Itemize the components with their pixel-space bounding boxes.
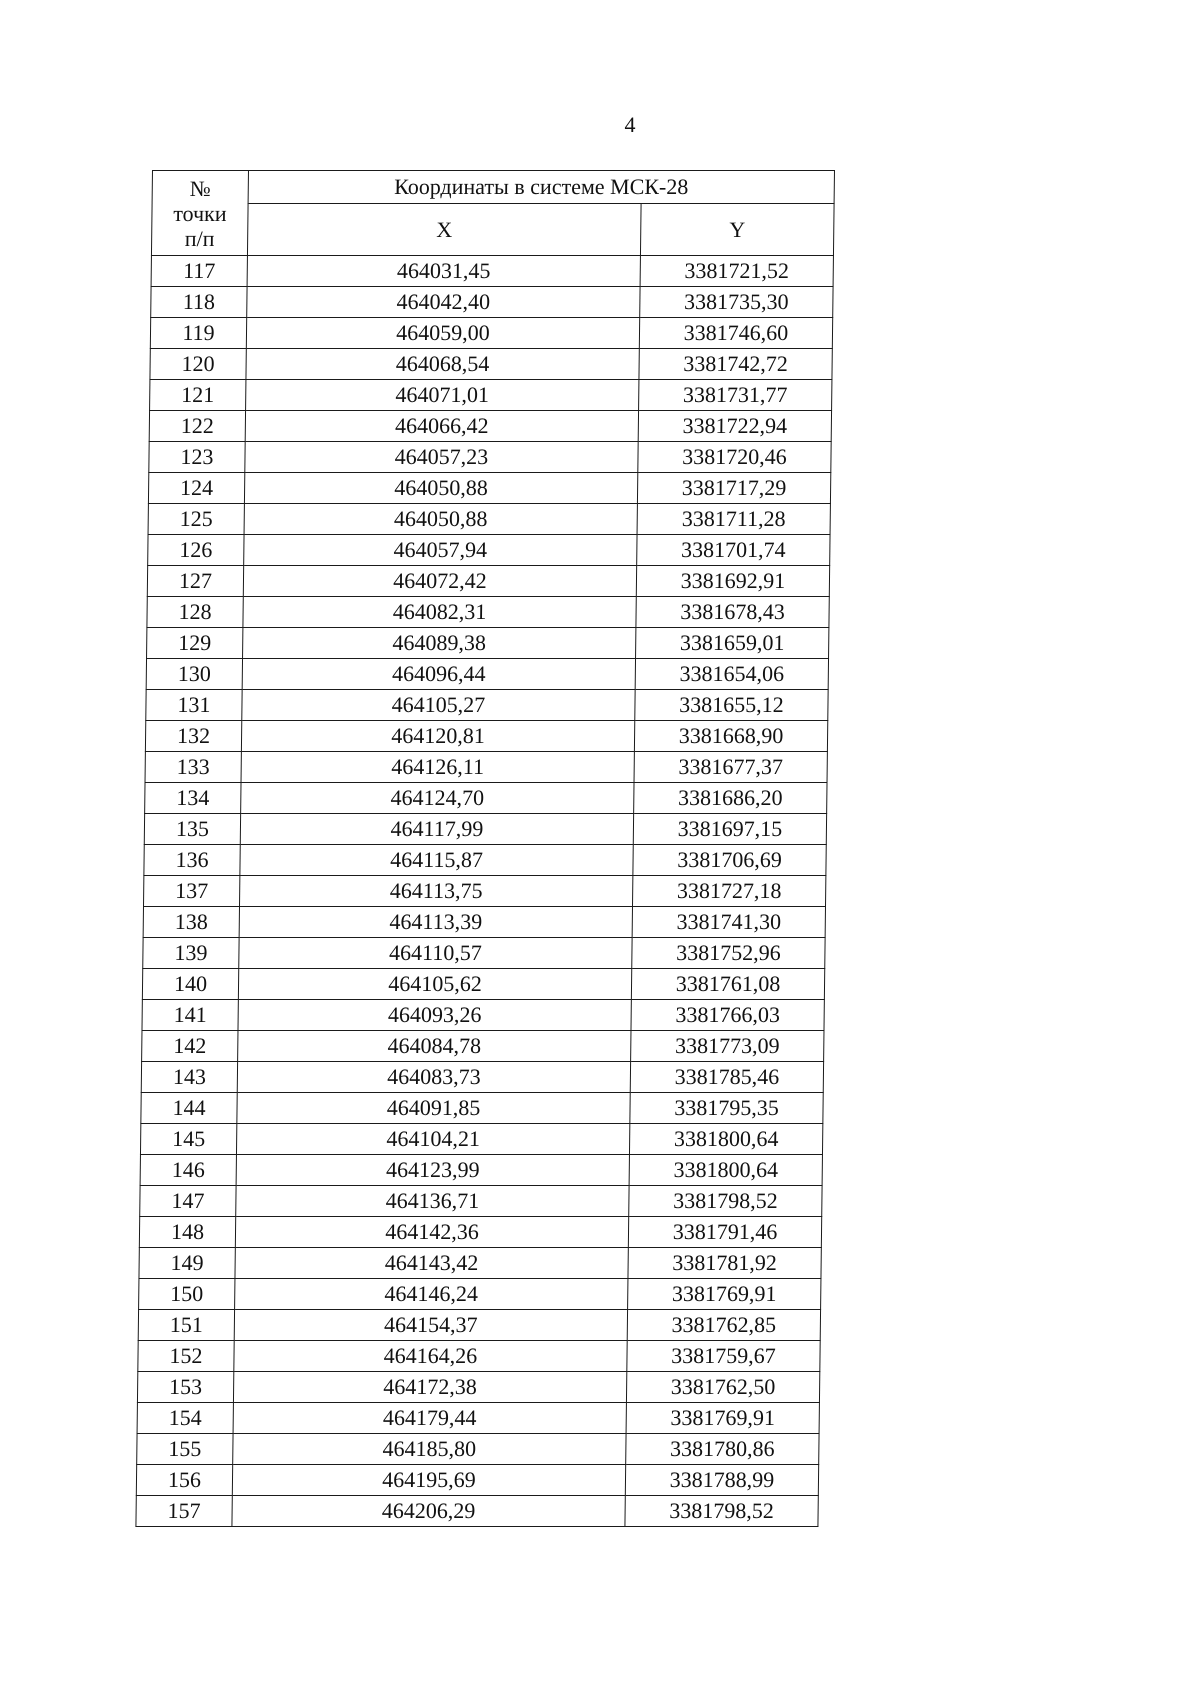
table-row	[148, 473, 830, 504]
x-coordinate-cell: 464143,42	[235, 1248, 628, 1279]
x-coordinate-cell: 464050,88	[244, 473, 637, 504]
x-coordinate-cell: 464115,87	[240, 845, 633, 876]
table-row	[140, 1186, 822, 1217]
x-coordinate-cell: 464105,27	[242, 690, 635, 721]
y-coordinate-cell: 3381798,52	[625, 1496, 818, 1527]
point-number-cell: 150	[139, 1279, 235, 1310]
point-number-cell: 126	[148, 535, 244, 566]
y-coordinate-cell: 3381686,20	[634, 783, 827, 814]
table-row	[148, 504, 830, 535]
x-coordinate-cell: 464066,42	[245, 411, 638, 442]
y-coordinate-cell: 3381735,30	[640, 287, 833, 318]
y-coordinate-cell: 3381773,09	[631, 1031, 824, 1062]
point-number-cell: 117	[151, 256, 247, 287]
point-number-cell: 118	[151, 287, 247, 318]
table-row	[137, 1372, 819, 1403]
point-number-header-line: точки	[173, 200, 227, 226]
point-number-cell: 153	[137, 1372, 233, 1403]
point-number-cell: 145	[140, 1124, 236, 1155]
table-row	[142, 1000, 824, 1031]
point-number-cell: 140	[142, 969, 238, 1000]
table-row	[142, 969, 824, 1000]
table-row	[139, 1248, 821, 1279]
table-row	[146, 690, 828, 721]
y-coordinate-cell: 3381780,86	[626, 1434, 819, 1465]
y-coordinate-cell: 3381761,08	[631, 969, 824, 1000]
y-coordinate-cell: 3381655,12	[635, 690, 828, 721]
table-row	[145, 783, 827, 814]
point-number-cell: 156	[136, 1465, 232, 1496]
x-coordinate-cell: 464083,73	[237, 1062, 630, 1093]
table-row	[150, 380, 832, 411]
x-coordinate-cell: 464120,81	[241, 721, 634, 752]
y-coordinate-cell: 3381800,64	[629, 1155, 822, 1186]
point-number-cell: 136	[144, 845, 240, 876]
x-coordinate-cell: 464113,75	[240, 876, 633, 907]
table-row	[146, 659, 828, 690]
table-row	[136, 1465, 818, 1496]
table-row	[139, 1279, 821, 1310]
x-coordinate-cell: 464164,26	[234, 1341, 627, 1372]
x-coordinate-cell: 464124,70	[241, 783, 634, 814]
y-coordinate-cell: 3381762,50	[626, 1372, 819, 1403]
point-number-cell: 157	[136, 1496, 232, 1527]
x-coordinate-cell: 464084,78	[238, 1031, 631, 1062]
point-number-cell: 120	[150, 349, 246, 380]
table-row	[138, 1310, 820, 1341]
y-coordinate-cell: 3381766,03	[631, 1000, 824, 1031]
x-coordinate-cell: 464093,26	[238, 1000, 631, 1031]
table-row	[142, 1031, 824, 1062]
point-number-cell: 125	[148, 504, 244, 535]
point-number-cell: 124	[148, 473, 244, 504]
table-row	[147, 597, 829, 628]
y-coordinate-cell: 3381800,64	[629, 1124, 822, 1155]
x-coordinate-cell: 464072,42	[243, 566, 636, 597]
table-row	[147, 628, 829, 659]
x-coordinate-cell: 464113,39	[239, 907, 632, 938]
y-coordinate-cell: 3381785,46	[630, 1062, 823, 1093]
x-coordinate-cell: 464071,01	[246, 380, 639, 411]
x-coordinate-cell: 464110,57	[239, 938, 632, 969]
point-number-cell: 142	[142, 1031, 238, 1062]
table-row	[149, 442, 831, 473]
coordinate-system-header: Координаты в системе МСК-28	[248, 171, 834, 204]
x-column-header: X	[247, 204, 641, 256]
point-number-cell: 154	[137, 1403, 233, 1434]
point-number-cell: 135	[144, 814, 240, 845]
table-row	[151, 256, 833, 287]
table-row	[149, 411, 831, 442]
table-row	[144, 814, 826, 845]
point-number-header-line: п/п	[184, 225, 215, 251]
x-coordinate-cell: 464105,62	[238, 969, 631, 1000]
table-row	[136, 1496, 818, 1527]
y-coordinate-cell: 3381731,77	[639, 380, 832, 411]
x-coordinate-cell: 464185,80	[233, 1434, 626, 1465]
table-row	[143, 938, 825, 969]
table-row	[141, 1062, 823, 1093]
x-coordinate-cell: 464136,71	[236, 1186, 629, 1217]
y-coordinate-cell: 3381746,60	[639, 318, 832, 349]
y-coordinate-cell: 3381795,35	[630, 1093, 823, 1124]
point-number-cell: 130	[146, 659, 242, 690]
y-coordinate-cell: 3381692,91	[636, 566, 829, 597]
point-number-cell: 155	[137, 1434, 233, 1465]
point-number-cell: 127	[147, 566, 243, 597]
y-coordinate-cell: 3381668,90	[634, 721, 827, 752]
point-number-header	[151, 171, 248, 256]
y-coordinate-cell: 3381677,37	[634, 752, 827, 783]
x-coordinate-cell: 464057,23	[245, 442, 638, 473]
x-coordinate-cell: 464104,21	[236, 1124, 629, 1155]
point-number-cell: 132	[145, 721, 241, 752]
point-number-cell: 141	[142, 1000, 238, 1031]
point-number-cell: 139	[143, 938, 239, 969]
y-coordinate-cell: 3381721,52	[640, 256, 833, 287]
y-coordinate-cell: 3381717,29	[637, 473, 830, 504]
point-number-cell: 134	[145, 783, 241, 814]
y-coordinate-cell: 3381659,01	[636, 628, 829, 659]
x-coordinate-cell: 464031,45	[247, 256, 640, 287]
table-row	[140, 1124, 822, 1155]
point-number-cell: 121	[150, 380, 246, 411]
y-coordinate-cell: 3381697,15	[633, 814, 826, 845]
x-coordinate-cell: 464142,36	[235, 1217, 628, 1248]
page-number: 4	[624, 112, 636, 137]
x-coordinate-cell: 464179,44	[233, 1403, 626, 1434]
table-row	[138, 1341, 820, 1372]
y-coordinate-cell: 3381722,94	[638, 411, 831, 442]
y-coordinate-cell: 3381711,28	[637, 504, 830, 535]
table-row	[148, 535, 830, 566]
table-row	[151, 287, 833, 318]
point-number-cell: 149	[139, 1248, 235, 1279]
table-row	[145, 721, 827, 752]
table-row	[145, 752, 827, 783]
point-number-cell: 151	[138, 1310, 234, 1341]
x-coordinate-cell: 464172,38	[233, 1372, 626, 1403]
point-number-cell: 137	[144, 876, 240, 907]
table-row	[141, 1093, 823, 1124]
x-coordinate-cell: 464195,69	[232, 1465, 625, 1496]
point-number-cell: 143	[141, 1062, 237, 1093]
x-coordinate-cell: 464123,99	[236, 1155, 629, 1186]
point-number-cell: 131	[146, 690, 242, 721]
table-body	[136, 256, 834, 1527]
y-column-header: Y	[640, 204, 834, 256]
point-number-cell: 133	[145, 752, 241, 783]
point-number-cell: 148	[139, 1217, 235, 1248]
y-coordinate-cell: 3381769,91	[626, 1403, 819, 1434]
y-coordinate-cell: 3381720,46	[638, 442, 831, 473]
table-row	[139, 1217, 821, 1248]
y-coordinate-cell: 3381769,91	[628, 1279, 821, 1310]
x-coordinate-cell: 464057,94	[244, 535, 637, 566]
x-coordinate-cell: 464206,29	[232, 1496, 625, 1527]
x-coordinate-cell: 464042,40	[247, 287, 640, 318]
x-coordinate-cell: 464089,38	[243, 628, 636, 659]
table-row	[150, 349, 832, 380]
y-coordinate-cell: 3381701,74	[637, 535, 830, 566]
y-coordinate-cell: 3381654,06	[635, 659, 828, 690]
x-coordinate-cell: 464068,54	[246, 349, 639, 380]
y-coordinate-cell: 3381781,92	[628, 1248, 821, 1279]
table-row	[150, 318, 832, 349]
point-number-cell: 119	[150, 318, 246, 349]
table-row	[140, 1155, 822, 1186]
x-coordinate-cell: 464096,44	[242, 659, 635, 690]
y-coordinate-cell: 3381791,46	[628, 1217, 821, 1248]
point-number-cell: 144	[141, 1093, 237, 1124]
y-coordinate-cell: 3381752,96	[632, 938, 825, 969]
table-header	[151, 171, 834, 256]
y-coordinate-cell: 3381727,18	[633, 876, 826, 907]
point-number-cell: 123	[149, 442, 245, 473]
y-coordinate-cell: 3381762,85	[627, 1310, 820, 1341]
table-row	[144, 845, 826, 876]
x-coordinate-cell: 464146,24	[235, 1279, 628, 1310]
point-number-header-line: №	[189, 175, 211, 201]
point-number-cell: 146	[140, 1155, 236, 1186]
point-number-cell: 128	[147, 597, 243, 628]
table-row	[137, 1403, 819, 1434]
point-number-cell: 147	[140, 1186, 236, 1217]
point-number-cell: 138	[143, 907, 239, 938]
point-number-cell: 152	[138, 1341, 234, 1372]
table-row	[137, 1434, 819, 1465]
table-row	[144, 876, 826, 907]
table-row	[143, 907, 825, 938]
y-coordinate-cell: 3381788,99	[625, 1465, 818, 1496]
x-coordinate-cell: 464126,11	[241, 752, 634, 783]
y-coordinate-cell: 3381741,30	[632, 907, 825, 938]
table-row	[147, 566, 829, 597]
x-coordinate-cell: 464154,37	[234, 1310, 627, 1341]
y-coordinate-cell: 3381798,52	[629, 1186, 822, 1217]
x-coordinate-cell: 464117,99	[240, 814, 633, 845]
y-coordinate-cell: 3381706,69	[633, 845, 826, 876]
x-coordinate-cell: 464082,31	[243, 597, 636, 628]
x-coordinate-cell: 464050,88	[244, 504, 637, 535]
x-coordinate-cell: 464059,00	[246, 318, 639, 349]
point-number-cell: 129	[147, 628, 243, 659]
y-coordinate-cell: 3381742,72	[639, 349, 832, 380]
x-coordinate-cell: 464091,85	[237, 1093, 630, 1124]
point-number-cell: 122	[149, 411, 245, 442]
y-coordinate-cell: 3381759,67	[627, 1341, 820, 1372]
coordinates-table	[135, 170, 835, 1527]
y-coordinate-cell: 3381678,43	[636, 597, 829, 628]
